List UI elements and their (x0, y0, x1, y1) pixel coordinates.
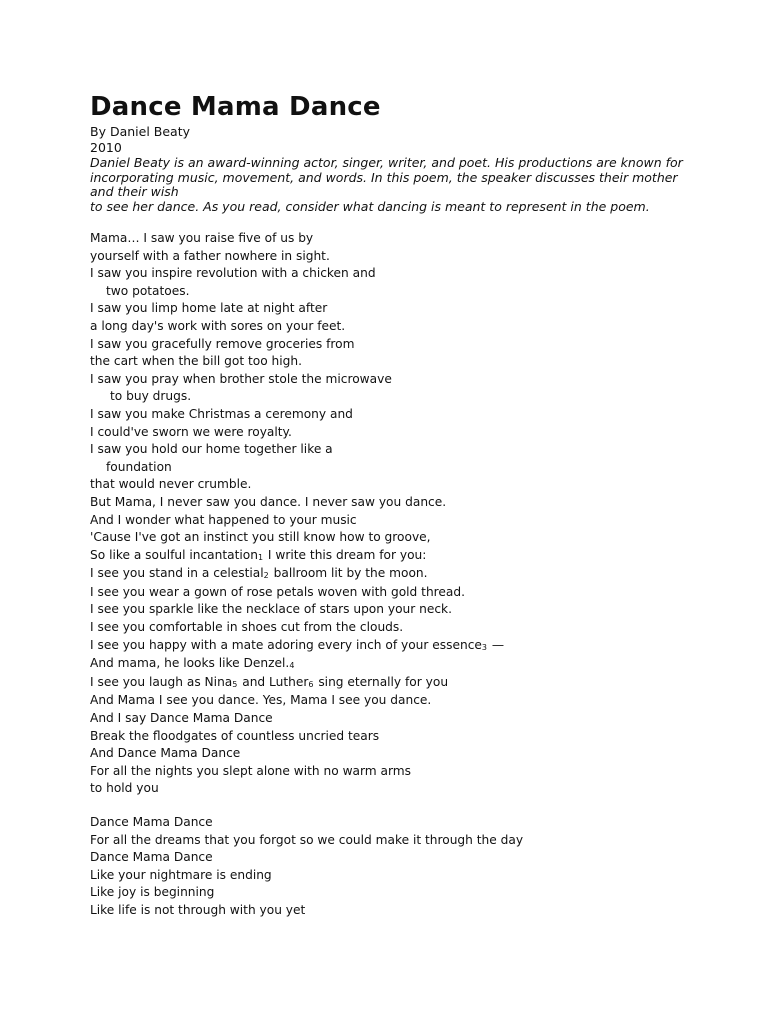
poem-line: to buy drugs. (110, 389, 192, 404)
poem-body (90, 230, 690, 920)
footnote-marker: 5 (232, 679, 238, 689)
poem-text: So like a soulful incantation (90, 547, 258, 562)
poem-line (90, 637, 690, 656)
poem-line: Dance Mama Dance (90, 815, 213, 829)
poem-line: two potatoes. (106, 283, 190, 298)
poem-text: sing eternally for you (314, 674, 449, 689)
poem-line: Dance Mama Dance (90, 850, 213, 865)
poem-line: For all the dreams that you forgot so we could make it through the day (90, 832, 524, 847)
poem-line: I saw you make Christmas a ceremony and (90, 406, 353, 421)
poem-line: And Dance Mama Dance (90, 746, 241, 761)
poem-text: — (488, 637, 505, 652)
poem-line: I see you sparkle like the necklace of stars upon your neck. (90, 602, 452, 617)
poem-line: Like your nightmare is ending (90, 867, 272, 882)
poem-line (90, 547, 690, 566)
document-page (90, 90, 690, 920)
poem-line: And Mama I see you dance. Yes, Mama I see you dance. (90, 693, 432, 708)
poem-line: I saw you limp home late at night after (90, 301, 328, 316)
poem-line: Mama… I saw you raise five of us by (90, 231, 314, 245)
poem-line: And I say Dance Mama Dance (90, 711, 273, 726)
poem-line (90, 674, 690, 693)
poem-text: I write this dream for you: (264, 547, 427, 562)
poem-line: yourself with a father nowhere in sight. (90, 248, 330, 263)
poem-text: I see you stand in a celestial (90, 566, 264, 581)
poem-line: I saw you gracefully remove groceries from (90, 336, 355, 351)
intro-line: and their wish (90, 184, 179, 199)
poem-text: ballroom lit by the moon. (269, 566, 428, 581)
poem-line (90, 565, 690, 584)
poem-line: Break the floodgates of countless uncried tears (90, 728, 380, 743)
poem-line: But Mama, I never saw you dance. I never saw you dance. (90, 494, 447, 509)
poem-line: that would never crumble. (90, 477, 252, 492)
poem-text: And mama, he looks like Denzel. (90, 656, 290, 671)
footnote-marker: 3 (481, 642, 487, 652)
poem-line: I saw you inspire revolution with a chicken and (90, 266, 376, 281)
poem-line: I saw you pray when brother stole the microwave (90, 371, 392, 386)
poem-line: a long day's work with sores on your feet. (90, 318, 346, 333)
intro-line: Daniel Beaty is an award-winning actor, singer, writer, and poet. His productions are known for (90, 155, 683, 170)
author-line: By Daniel Beaty (90, 124, 190, 139)
poem-line: I could've sworn we were royalty. (90, 424, 292, 439)
poem-line: I saw you hold our home together like a (90, 442, 333, 457)
poem-line: to hold you (90, 781, 159, 796)
poem-text: and Luther (238, 674, 309, 689)
stanza-break (90, 798, 690, 814)
intro-line: incorporating music, movement, and words. In this poem, the speaker discusses their mother (90, 169, 678, 185)
intro-paragraph (90, 156, 690, 214)
footnote-marker: 2 (263, 571, 269, 581)
poem-line: Like life is not through with you yet (90, 902, 306, 917)
poem-text: I see you laugh as Nina (90, 674, 233, 689)
footnote-marker: 6 (308, 679, 314, 689)
poem-text: I see you happy with a mate adoring every inch of your essence (90, 637, 482, 652)
poem-line: foundation (106, 459, 172, 474)
footnote-marker: 4 (289, 661, 295, 671)
poem-line: I see you wear a gown of rose petals woven with gold thread. (90, 584, 465, 599)
poem-line (90, 655, 690, 674)
year-line: 2010 (90, 140, 122, 155)
intro-line: to see her dance. As you read, consider what dancing is meant to represent in the poem. (90, 198, 650, 214)
page-title: Dance Mama Dance (90, 92, 381, 122)
footnote-marker: 1 (257, 552, 264, 562)
poem-line: I see you comfortable in shoes cut from the clouds. (90, 620, 404, 635)
poem-line: For all the nights you slept alone with no warm arms (90, 763, 412, 778)
poem-line: And I wonder what happened to your music (90, 512, 357, 527)
poem-line: 'Cause I've got an instinct you still know how to groove, (90, 530, 431, 545)
poem-line: the cart when the bill got too high. (90, 354, 302, 369)
poem-line: Like joy is beginning (90, 885, 215, 900)
